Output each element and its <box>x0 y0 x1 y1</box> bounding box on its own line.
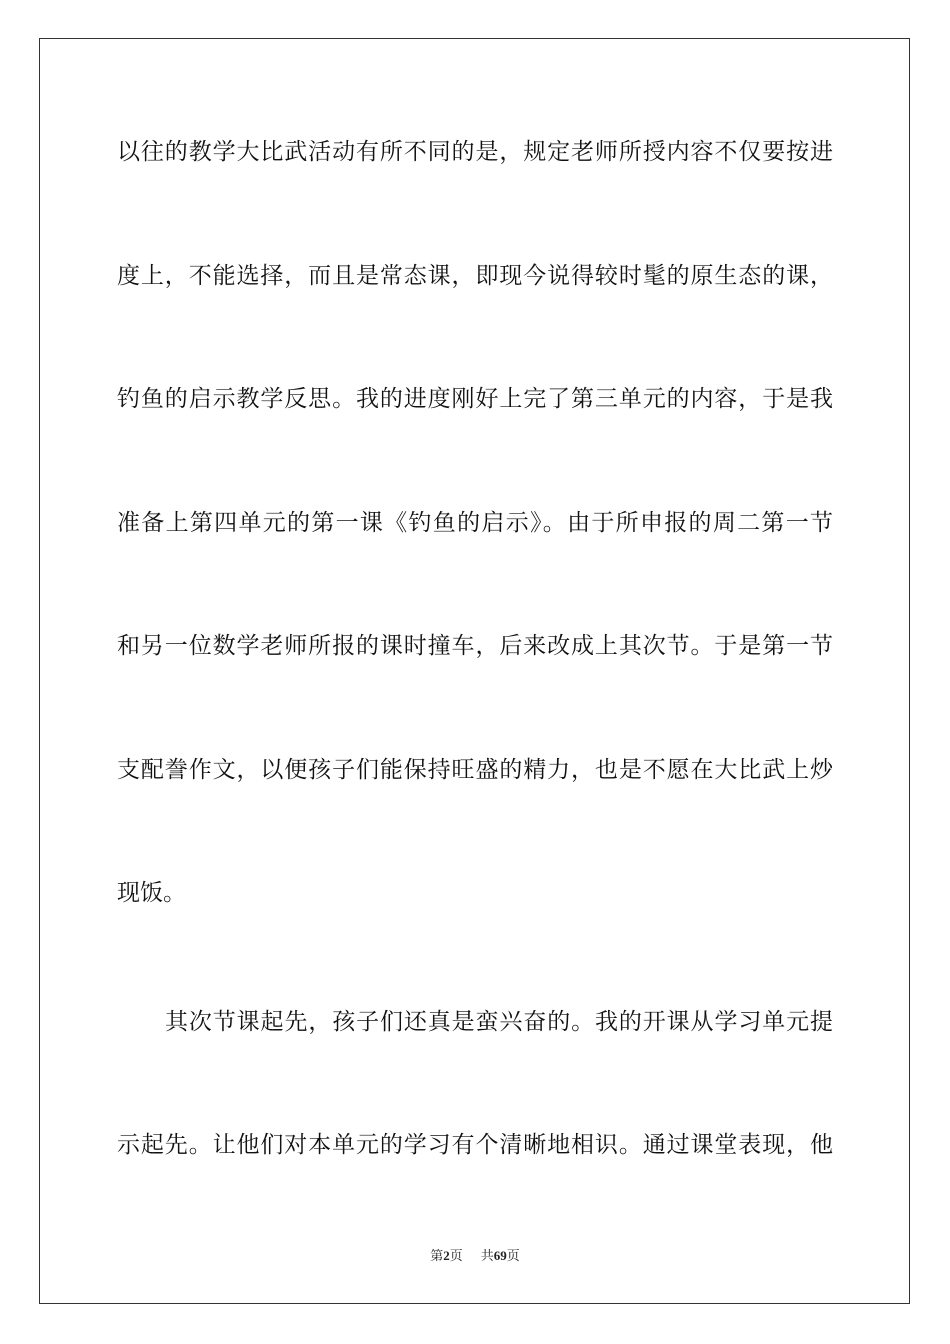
text-line: 度上，不能选择，而且是常态课，即现今说得较时髦的原生态的课， <box>117 263 833 289</box>
text-line: 其次节课起先，孩子们还真是蛮兴奋的。我的开课从学习单元提 <box>165 1009 833 1035</box>
text-line: 钓鱼的启示教学反思。我的进度刚好上完了第三单元的内容，于是我 <box>117 386 833 412</box>
page-suffix: 页 <box>449 1249 463 1264</box>
text-line: 以往的教学大比武活动有所不同的是，规定老师所授内容不仅要按进 <box>117 139 833 165</box>
text-line: 支配誊作文，以便孩子们能保持旺盛的精力，也是不愿在大比武上炒 <box>117 757 833 783</box>
page-number: 2 <box>443 1248 450 1263</box>
page-prefix: 第 <box>430 1249 444 1264</box>
total-prefix: 共 <box>480 1249 494 1264</box>
total-pages: 69 <box>493 1248 507 1263</box>
text-line: 现饭。 <box>117 880 186 906</box>
text-line: 和另一位数学老师所报的课时撞车，后来改成上其次节。于是第一节 <box>117 633 833 659</box>
total-suffix: 页 <box>506 1249 520 1264</box>
page-footer <box>0 1247 950 1266</box>
text-line: 准备上第四单元的第一课《钓鱼的启示》。由于所申报的周二第一节 <box>117 510 833 536</box>
page-border <box>39 38 910 1304</box>
text-line: 示起先。让他们对本单元的学习有个清晰地相识。通过课堂表现，他 <box>117 1132 833 1158</box>
